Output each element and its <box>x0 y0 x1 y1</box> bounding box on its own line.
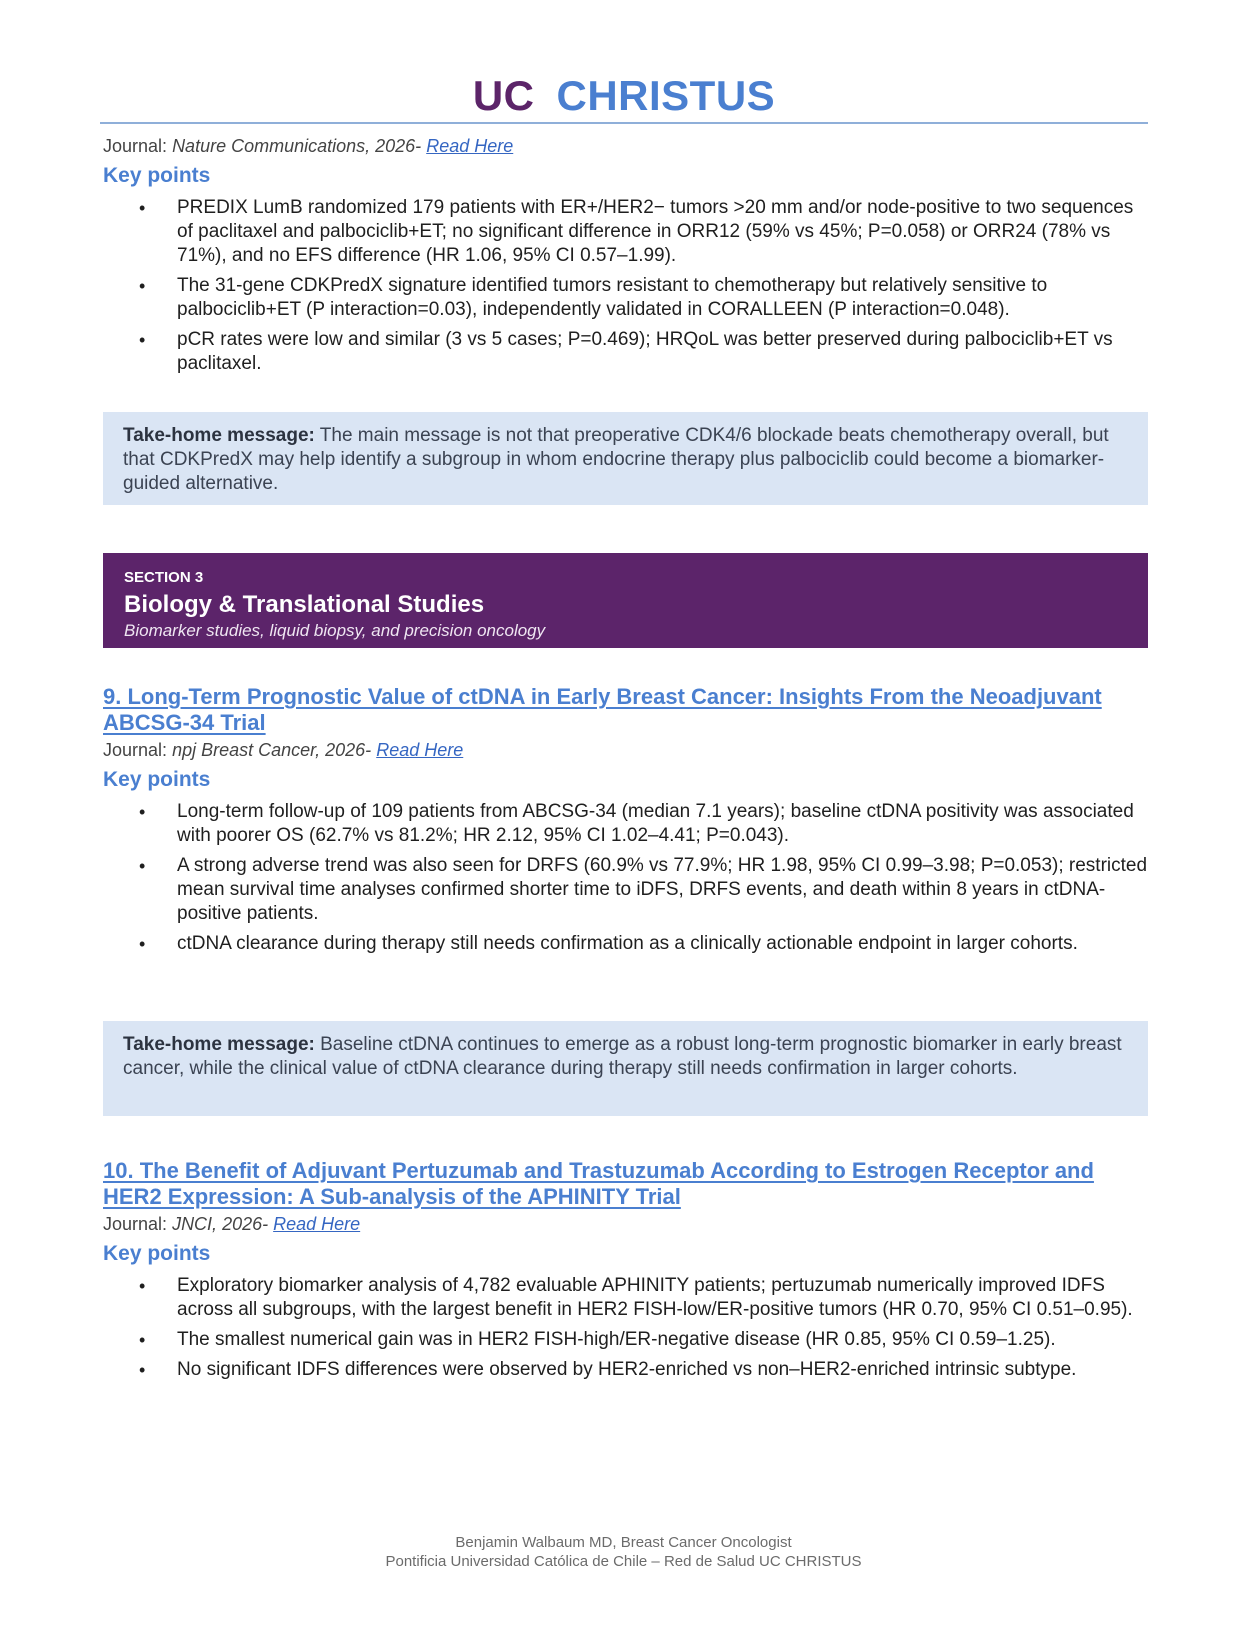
key-points-heading: Key points <box>103 768 211 791</box>
article-title-link[interactable]: 10. The Benefit of Adjuvant Pertuzumab and Trastuzumab According to Estrogen Receptor and HER2 Expression: A Sub-analysis of the APHINITY Trial <box>103 1158 1094 1209</box>
key-points-list <box>103 800 1148 956</box>
takehome-text: Baseline ctDNA continues to emerge as a robust long-term prognostic biomarker in early breast cancer, while the clinical value of ctDNA clearance during therapy still needs confirmation in larger cohorts. <box>123 1034 1122 1079</box>
journal-label: Journal: <box>103 740 168 760</box>
section-title: Biology & Translational Studies <box>124 591 485 618</box>
section-banner <box>103 553 1148 648</box>
takehome-box <box>103 412 1148 505</box>
page-footer <box>0 1533 1247 1571</box>
key-points-list <box>103 1274 1148 1382</box>
journal-name: JNCI, 2026- <box>172 1214 269 1234</box>
key-point: • pCR rates were low and similar (3 vs 5 cases; P=0.469); HRQoL was better preserved during palbociclib+ET vs paclitaxel. <box>103 328 1148 376</box>
takehome-box <box>103 1021 1148 1116</box>
key-point: • Long-term follow-up of 109 patients from ABCSG-34 (median 7.1 years); baseline ctDNA positivity was associated with poorer OS (62.7% vs 81.2%; HR 2.12, 95% CI 1.02–4.41; P=0.043). <box>103 800 1148 848</box>
takehome-label: Take-home message: <box>123 425 315 446</box>
read-here-link[interactable]: Read Here <box>273 1214 361 1234</box>
key-point: • PREDIX LumB randomized 179 patients with ER+/HER2− tumors >20 mm and/or node-positive to two sequences of paclitaxel and palbociclib+ET; no significant difference in ORR12 (59% vs 45%; P=0.058) or ORR24 (78% vs 71%), and no EFS difference (HR 1.06, 95% CI 0.57–1.99). <box>103 196 1148 268</box>
key-point: • A strong adverse trend was also seen for DRFS (60.9% vs 77.9%; HR 1.98, 95% CI 0.99–3.98; P=0.053); restricted mean survival time analyses confirmed shorter time to iDFS, DRFS events, and death within 8 years in ctDNA-positive patients. <box>103 854 1148 926</box>
key-point: • The 31-gene CDKPredX signature identified tumors resistant to chemotherapy but relatively sensitive to palbociclib+ET (P interaction=0.03), independently validated in CORALLEEN (P interaction=0.048). <box>103 274 1148 322</box>
journal-label: Journal: <box>103 1214 168 1234</box>
journal-line <box>103 134 1148 158</box>
key-point: • ctDNA clearance during therapy still needs confirmation as a clinically actionable endpoint in larger cohorts. <box>103 932 1148 956</box>
article-10 <box>103 1158 1148 1388</box>
article-8-details <box>103 134 1148 382</box>
journal-label: Journal: <box>103 136 168 156</box>
key-point: • Exploratory biomarker analysis of 4,782 evaluable APHINITY patients; pertuzumab numerically improved IDFS across all subgroups, with the largest benefit in HER2 FISH-low/ER-positive tumors (HR 0.70, 95% CI 0.51–0.95). <box>103 1274 1148 1322</box>
key-point: • The smallest numerical gain was in HER2 FISH-high/ER-negative disease (HR 0.85, 95% CI 0.59–1.25). <box>103 1328 1148 1352</box>
article-9 <box>103 684 1148 962</box>
key-points-heading: Key points <box>103 1242 211 1265</box>
read-here-link[interactable]: Read Here <box>426 136 514 156</box>
read-here-link[interactable]: Read Here <box>376 740 464 760</box>
section-number: SECTION 3 <box>124 569 204 586</box>
journal-name: npj Breast Cancer, 2026- <box>172 740 372 760</box>
brand-uc: UC <box>472 72 535 119</box>
key-points-list <box>103 196 1148 376</box>
journal-name: Nature Communications, 2026- <box>172 136 422 156</box>
key-points-heading: Key points <box>103 164 211 187</box>
section-subtitle: Biomarker studies, liquid biopsy, and precision oncology <box>124 621 546 640</box>
footer-institution: Pontificia Universidad Católica de Chile – Red de Salud UC CHRISTUS <box>385 1553 862 1570</box>
page-header <box>100 70 1148 124</box>
takehome-text: The main message is not that preoperative CDK4/6 blockade beats chemotherapy overall, but that CDKPredX may help identify a subgroup in whom endocrine therapy plus palbociclib could become a biomarker-guided alternative. <box>123 425 1109 494</box>
brand-logo <box>100 70 1148 122</box>
takehome-label: Take-home message: <box>123 1034 315 1055</box>
journal-line <box>103 738 1148 762</box>
brand-christus: CHRISTUS <box>556 72 776 119</box>
journal-line <box>103 1212 1148 1236</box>
footer-author: Benjamin Walbaum MD, Breast Cancer Oncologist <box>455 1534 792 1551</box>
key-point: • No significant IDFS differences were observed by HER2-enriched vs non–HER2-enriched intrinsic subtype. <box>103 1358 1148 1382</box>
article-title-link[interactable]: 9. Long-Term Prognostic Value of ctDNA in Early Breast Cancer: Insights From the Neoadjuvant ABCSG-34 Trial <box>103 684 1102 735</box>
